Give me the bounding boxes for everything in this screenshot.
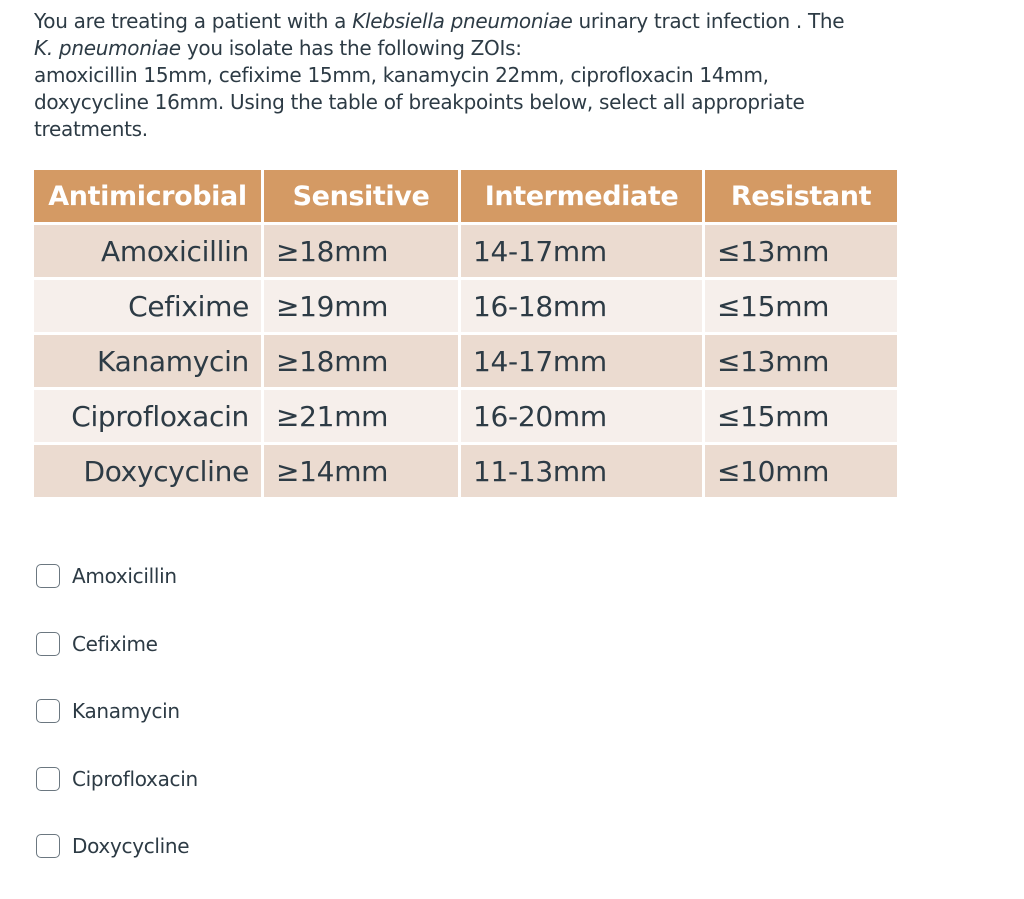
header-intermediate: Intermediate	[461, 170, 702, 222]
option-doxycycline[interactable]	[36, 831, 198, 861]
resistant-value: ≤10mm	[705, 445, 897, 497]
intermediate-value: 14-17mm	[461, 335, 702, 387]
sensitive-value: ≥14mm	[264, 445, 458, 497]
table-header-row	[34, 170, 897, 222]
table-row	[34, 445, 897, 497]
breakpoints-table	[31, 167, 900, 500]
table-row	[34, 280, 897, 332]
resistant-value: ≤15mm	[705, 390, 897, 442]
option-kanamycin[interactable]	[36, 696, 198, 726]
sensitive-value: ≥18mm	[264, 335, 458, 387]
header-resistant: Resistant	[705, 170, 897, 222]
drug-name: Ciprofloxacin	[34, 390, 261, 442]
option-ciprofloxacin[interactable]	[36, 764, 198, 794]
checkbox[interactable]	[36, 699, 60, 723]
sensitive-value: ≥18mm	[264, 225, 458, 277]
option-label: Cefixime	[72, 631, 158, 656]
question-line-2: K. pneumoniae you isolate has the following ZOIs:	[34, 36, 522, 60]
table-row	[34, 225, 897, 277]
intermediate-value: 16-20mm	[461, 390, 702, 442]
header-antimicrobial: Antimicrobial	[34, 170, 261, 222]
sensitive-value: ≥21mm	[264, 390, 458, 442]
sensitive-value: ≥19mm	[264, 280, 458, 332]
drug-name: Amoxicillin	[34, 225, 261, 277]
question-line-5: treatments.	[34, 117, 148, 141]
intermediate-value: 14-17mm	[461, 225, 702, 277]
drug-name: Cefixime	[34, 280, 261, 332]
option-label: Doxycycline	[72, 834, 190, 858]
drug-name: Kanamycin	[34, 335, 261, 387]
option-label: Kanamycin	[72, 699, 180, 723]
answer-options	[36, 561, 198, 899]
organism-name: Klebsiella pneumoniae	[352, 9, 573, 33]
organism-abbrev: K. pneumoniae	[34, 36, 181, 60]
resistant-value: ≤13mm	[705, 335, 897, 387]
question-text	[34, 8, 934, 143]
checkbox[interactable]	[36, 632, 60, 656]
table-row	[34, 335, 897, 387]
option-label: Ciprofloxacin	[72, 766, 198, 791]
question-line-1: You are treating a patient with a Klebsiella pneumoniae urinary tract infection . The	[34, 9, 845, 33]
checkbox[interactable]	[36, 564, 60, 588]
checkbox[interactable]	[36, 767, 60, 791]
table-row	[34, 390, 897, 442]
option-amoxicillin[interactable]	[36, 561, 198, 591]
drug-name: Doxycycline	[34, 445, 261, 497]
option-label: Amoxicillin	[72, 564, 177, 588]
question-line-4: doxycycline 16mm. Using the table of breakpoints below, select all appropriate	[34, 90, 805, 114]
intermediate-value: 11-13mm	[461, 445, 702, 497]
checkbox[interactable]	[36, 834, 60, 858]
intermediate-value: 16-18mm	[461, 280, 702, 332]
resistant-value: ≤15mm	[705, 280, 897, 332]
option-cefixime[interactable]	[36, 629, 198, 659]
header-sensitive: Sensitive	[264, 170, 458, 222]
question-line-3: amoxicillin 15mm, cefixime 15mm, kanamycin 22mm, ciprofloxacin 14mm,	[34, 63, 769, 87]
resistant-value: ≤13mm	[705, 225, 897, 277]
